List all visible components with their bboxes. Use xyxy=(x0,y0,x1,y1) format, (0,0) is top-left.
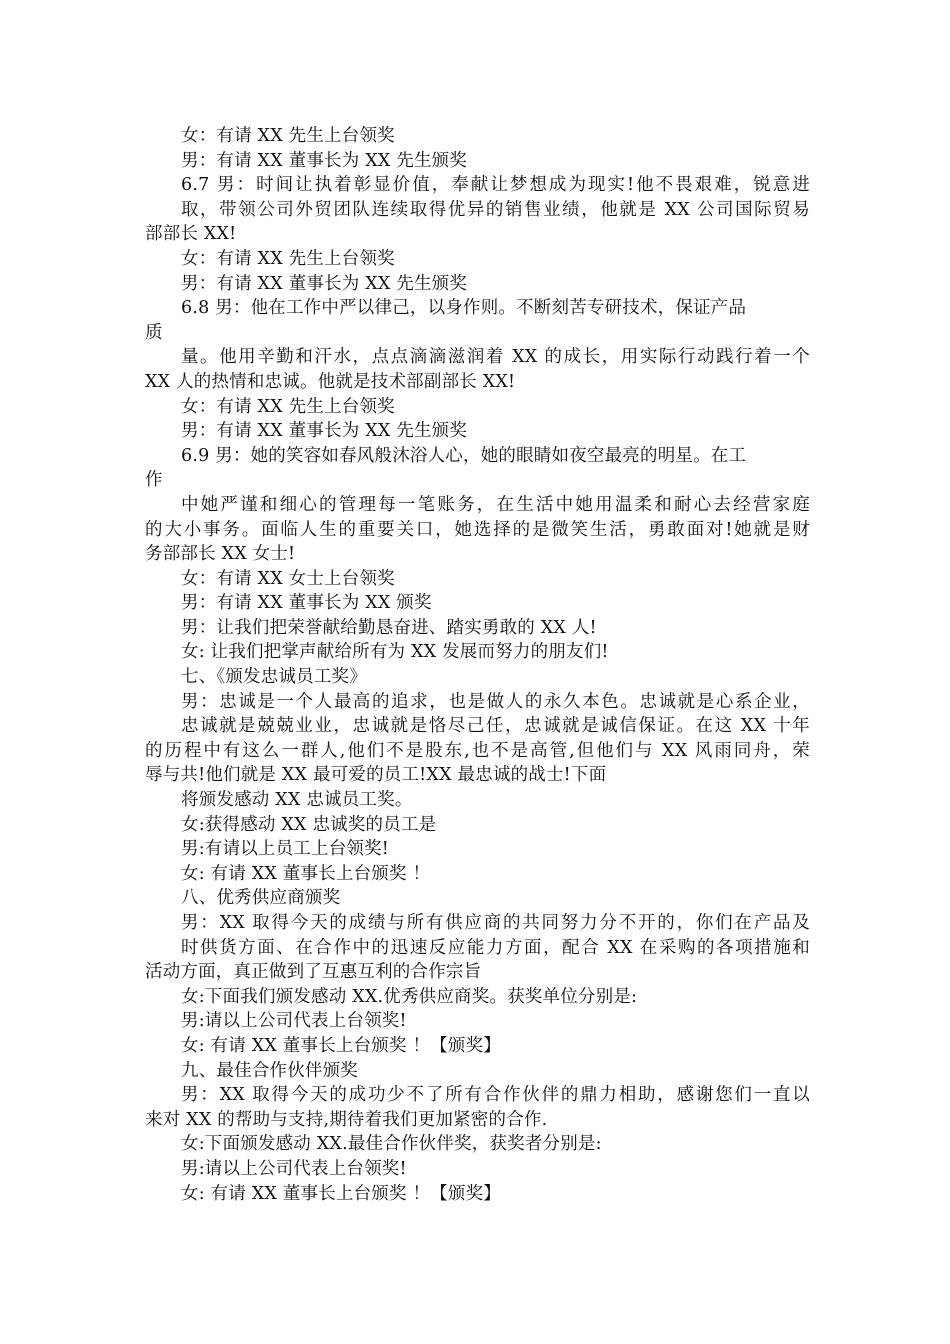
text-line: 男：有请 XX 董事长为 XX 先生颁奖 xyxy=(181,273,468,294)
text-line: 的历程中有这么一群人,他们不是股东,也不是高管,但他们与 XX 风雨同舟，荣 xyxy=(145,740,810,761)
text-line: 男:有请以上员工上台领奖! xyxy=(181,839,390,860)
text-line: 作 xyxy=(145,470,163,491)
text-line: 女: 有请 XX 董事长上台颁奖 ！【颁奖】 xyxy=(181,1035,501,1056)
section-heading: 七、《颁发忠诚员工奖》 xyxy=(181,667,367,688)
text-line: 来对 XX 的帮助与支持,期待着我们更加紧密的合作. xyxy=(145,1109,548,1130)
text-line: 男：有请 XX 董事长为 XX 颁奖 xyxy=(181,593,432,614)
text-line: 6.9 男：她的笑容如春风般沐浴人心，她的眼睛如夜空最亮的明星。在工 xyxy=(181,445,747,466)
text-line: 男：忠诚是一个人最高的追求，也是做人的永久本色。忠诚就是心系企业， xyxy=(181,691,810,712)
section-heading: 八、优秀供应商颁奖 xyxy=(181,888,341,909)
text-line: 男：XX 取得今天的成功少不了所有合作伙伴的鼎力相助，感谢您们一直以 xyxy=(181,1085,810,1106)
text-line: 务部部长 XX 女士! xyxy=(145,544,296,565)
document-body xyxy=(145,124,810,1206)
text-line: 男：有请 XX 董事长为 XX 先生颁奖 xyxy=(181,421,468,442)
text-line: 男：有请 XX 董事长为 XX 先生颁奖 xyxy=(181,150,468,171)
section-heading: 九、最佳合作伙伴颁奖 xyxy=(181,1060,358,1081)
text-line: 女:下面我们颁发感动 XX.优秀供应商奖。获奖单位分别是: xyxy=(181,986,638,1007)
text-line: 女：有请 XX 女士上台领奖 xyxy=(181,568,395,589)
text-line: 女:下面颁发感动 XX.最佳合作伙伴奖，获奖者分别是: xyxy=(181,1134,602,1155)
text-line: 辱与共!他们就是 XX 最可爱的员工!XX 最忠诚的战士!下面 xyxy=(145,765,607,786)
text-line: 女:获得感动 XX 忠诚奖的员工是 xyxy=(181,814,437,835)
text-line: XX 人的热情和忠诚。他就是技术部副部长 XX! xyxy=(145,371,516,392)
text-line: 女：有请 XX 先生上台领奖 xyxy=(181,248,395,269)
text-line: 将颁发感动 XX 忠诚员工奖。 xyxy=(181,790,413,811)
text-line: 活动方面，真正做到了互惠互利的合作宗旨 xyxy=(145,962,482,983)
text-line: 男:请以上公司代表上台领奖! xyxy=(181,1158,407,1179)
text-line: 部部长 XX! xyxy=(145,224,237,245)
text-line: 男:请以上公司代表上台领奖! xyxy=(181,1011,407,1032)
text-line: 女: 有请 XX 董事长上台颁奖 ！ xyxy=(181,863,431,884)
text-line: 6.8 男：他在工作中严以律己，以身作则。不断刻苦专研技术，保证产品 xyxy=(181,298,747,319)
text-line: 女：有请 XX 先生上台领奖 xyxy=(181,126,395,146)
text-line: 女: 有请 XX 董事长上台颁奖 ！【颁奖】 xyxy=(181,1183,501,1204)
text-line: 女: 让我们把掌声献给所有为 XX 发展而努力的朋友们! xyxy=(181,642,609,663)
text-line: 质 xyxy=(145,322,163,343)
text-line: 量。他用辛勤和汗水，点点滴滴滋润着 XX 的成长，用实际行动践行着一个 xyxy=(181,347,810,368)
text-line: 男：让我们把荣誉献给勤恳奋进、踏实勇敢的 XX 人! xyxy=(181,617,597,638)
text-line: 取，带领公司外贸团队连续取得优异的销售业绩，他就是 XX 公司国际贸易 xyxy=(181,199,810,220)
text-line: 时供货方面、在合作中的迅速反应能力方面，配合 XX 在采购的各项措施和 xyxy=(181,937,810,958)
text-line: 中她严谨和细心的管理每一笔账务，在生活中她用温柔和耐心去经营家庭 xyxy=(181,494,810,515)
text-line: 6.7 男：时间让执着彰显价值，奉献让梦想成为现实!他不畏艰难，锐意进 xyxy=(181,175,810,196)
text-line: 女：有请 XX 先生上台领奖 xyxy=(181,396,395,417)
text-line: 男：XX 取得今天的成绩与所有供应商的共同努力分不开的，你们在产品及 xyxy=(181,913,810,933)
text-line: 的大小事务。面临人生的重要关口，她选择的是微笑生活，勇敢面对!她就是财 xyxy=(145,519,810,540)
text-line: 忠诚就是兢兢业业，忠诚就是恪尽己任，忠诚就是诚信保证。在这 XX 十年 xyxy=(181,716,810,737)
